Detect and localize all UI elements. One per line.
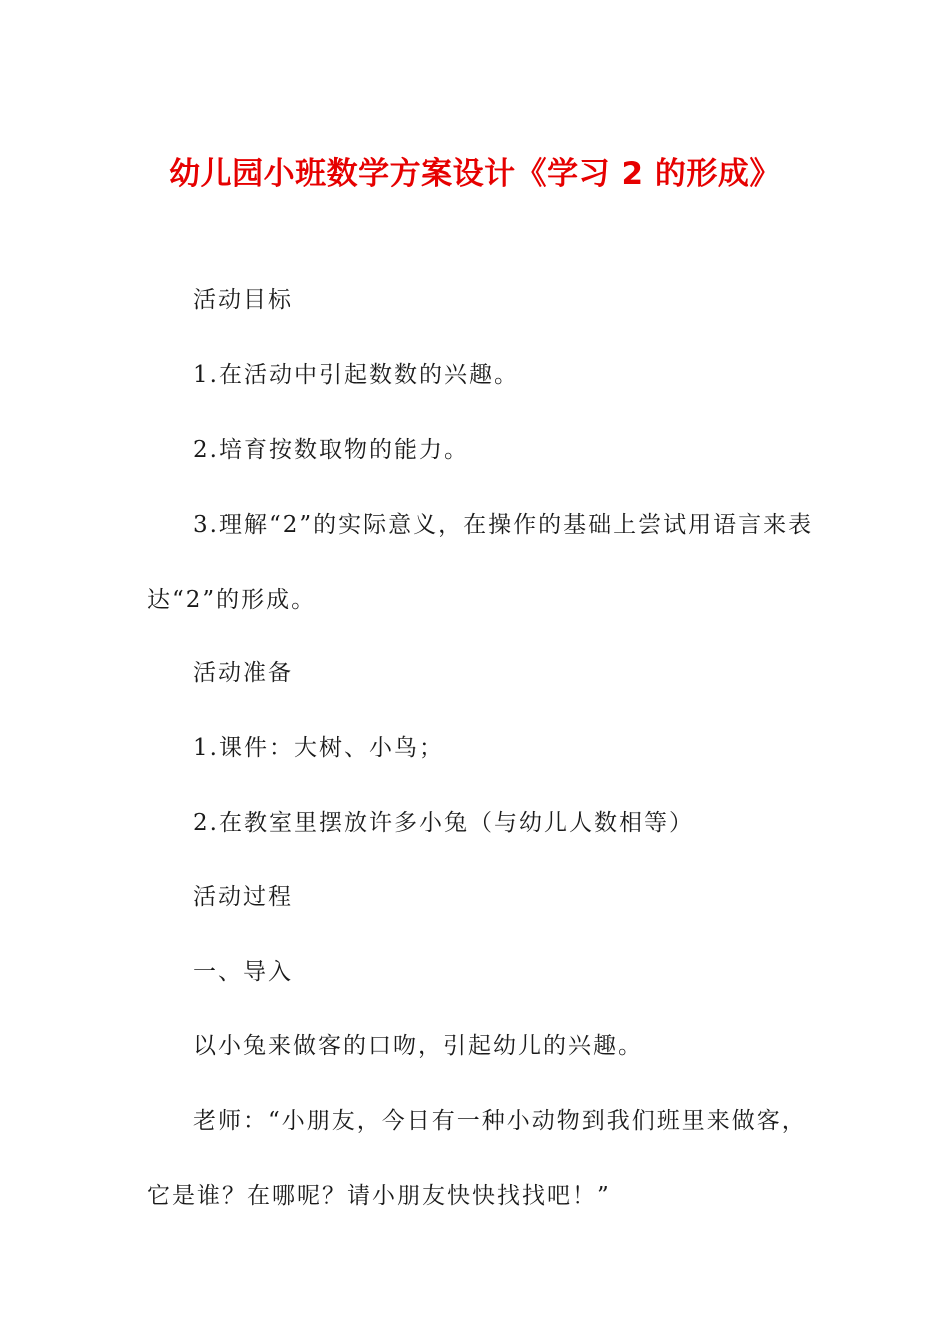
section-heading-goals: 活动目标 bbox=[193, 287, 293, 313]
goal-item-1: 1.在活动中引起数数的兴趣。 bbox=[193, 362, 519, 388]
teacher-quote-continued: 它是谁？在哪呢？请小朋友快快找找吧！” bbox=[147, 1183, 611, 1209]
document-title: 幼儿园小班数学方案设计《学习 2 的形成》 bbox=[169, 156, 781, 192]
goal-item-3: 3.理解“2”的实际意义，在操作的基础上尝试用语言来表 bbox=[193, 512, 814, 538]
section-heading-preparation: 活动准备 bbox=[193, 660, 293, 686]
section-heading-process: 活动过程 bbox=[193, 884, 293, 910]
preparation-item-2: 2.在教室里摆放许多小兔（与幼儿人数相等） bbox=[193, 810, 694, 836]
goal-item-3-continued: 达“2”的形成。 bbox=[147, 587, 317, 613]
goal-item-2: 2.培育按数取物的能力。 bbox=[193, 437, 469, 463]
preparation-item-1: 1.课件：大树、小鸟； bbox=[193, 735, 444, 761]
teacher-quote: 老师：“小朋友，今日有一种小动物到我们班里来做客， bbox=[193, 1108, 807, 1134]
process-paragraph: 以小兔来做客的口吻，引起幼儿的兴趣。 bbox=[193, 1033, 643, 1059]
process-step-1-heading: 一、导入 bbox=[193, 959, 293, 985]
